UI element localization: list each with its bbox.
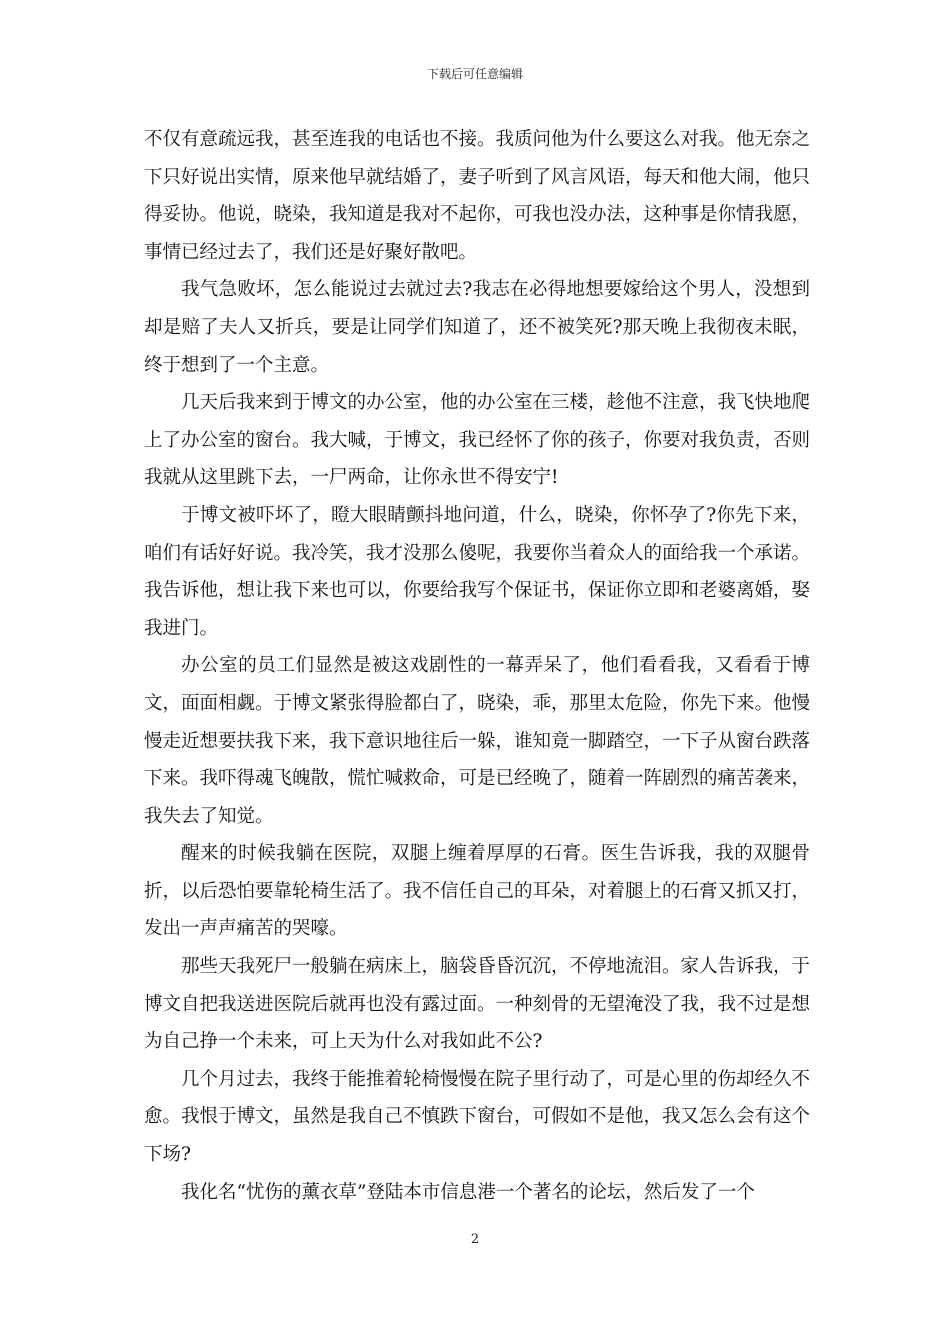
paragraph-8: 几个月过去，我终于能推着轮椅慢慢在院子里行动了，可是心里的伤却经久不愈。我恨于博文，虽然是我自己不慎跌下窗台，可假如不是他，我又怎么会有这个下场?	[144, 1068, 811, 1166]
paragraph-6: 醒来的时候我躺在医院，双腿上缠着厚厚的石膏。医生告诉我，我的双腿骨折，以后恐怕要靠轮椅生活了。我不信任自己的耳朵，对着腿上的石膏又抓又打，发出一声声痛苦的哭嚎。	[144, 843, 811, 940]
paragraph-5: 办公室的员工们显然是被这戏剧性的一幕弄呆了，他们看看我，又看看于博文，面面相觑。于博文紧张得脸都白了，晓染，乖，那里太危险，你先下来。他慢慢走近想要扶我下来，我下意识地往后一躲，谁知竟一脚踏空，一下子从窗台跌落下来。我吓得魂飞魄散，慌忙喊救命，可是已经晚了，随着一阵剧烈的痛苦袭来，我失去了知觉。	[144, 655, 811, 827]
paragraph-4: 于博文被吓坏了，瞪大眼睛颤抖地问道，什么，晓染，你怀孕了?你先下来，咱们有话好好说。我冷笑，我才没那么傻呢，我要你当着众人的面给我一个承诺。我告诉他，想让我下来也可以，你要给我写个保证书，保证你立即和老婆离婚，娶我进门。	[144, 504, 811, 639]
document-body	[144, 121, 810, 1211]
page-number: 2	[470, 1232, 480, 1247]
paragraph-9: 我化名“忧伤的薰衣草”登陆本市信息港一个著名的论坛，然后发了一个	[181, 1181, 755, 1203]
paragraph-3: 几天后我来到于博文的办公室，他的办公室在三楼，趁他不注意，我飞快地爬上了办公室的窗台。我大喊，于博文，我已经怀了你的孩子，你要对我负责，否则我就从这里跳下去，一尸两命，让你永世不得安宁!	[144, 392, 811, 489]
paragraph-1: 不仅有意疏远我，甚至连我的电话也不接。我质问他为什么要这么对我。他无奈之下只好说出实情，原来他早就结婚了，妻子听到了风言风语，每天和他大闹，他只得妥协。他说，晓染，我知道是我对不起你，可我也没办法，这种事是你情我愿，事情已经过去了，我们还是好聚好散吧。	[144, 129, 811, 263]
paragraph-2: 我气急败坏，怎么能说过去就过去?我志在必得地想要嫁给这个男人，没想到却是赔了夫人又折兵，要是让同学们知道了，还不被笑死?那天晚上我彻夜未眠，终于想到了一个主意。	[144, 279, 810, 376]
paragraph-7: 那些天我死尸一般躺在病床上，脑袋昏昏沉沉，不停地流泪。家人告诉我，于博文自把我送进医院后就再也没有露过面。一种刻骨的无望淹没了我，我不过是想为自己挣一个未来，可上天为什么对我如此不公?	[144, 956, 811, 1053]
page-header: 下载后可任意编辑	[426, 67, 523, 81]
